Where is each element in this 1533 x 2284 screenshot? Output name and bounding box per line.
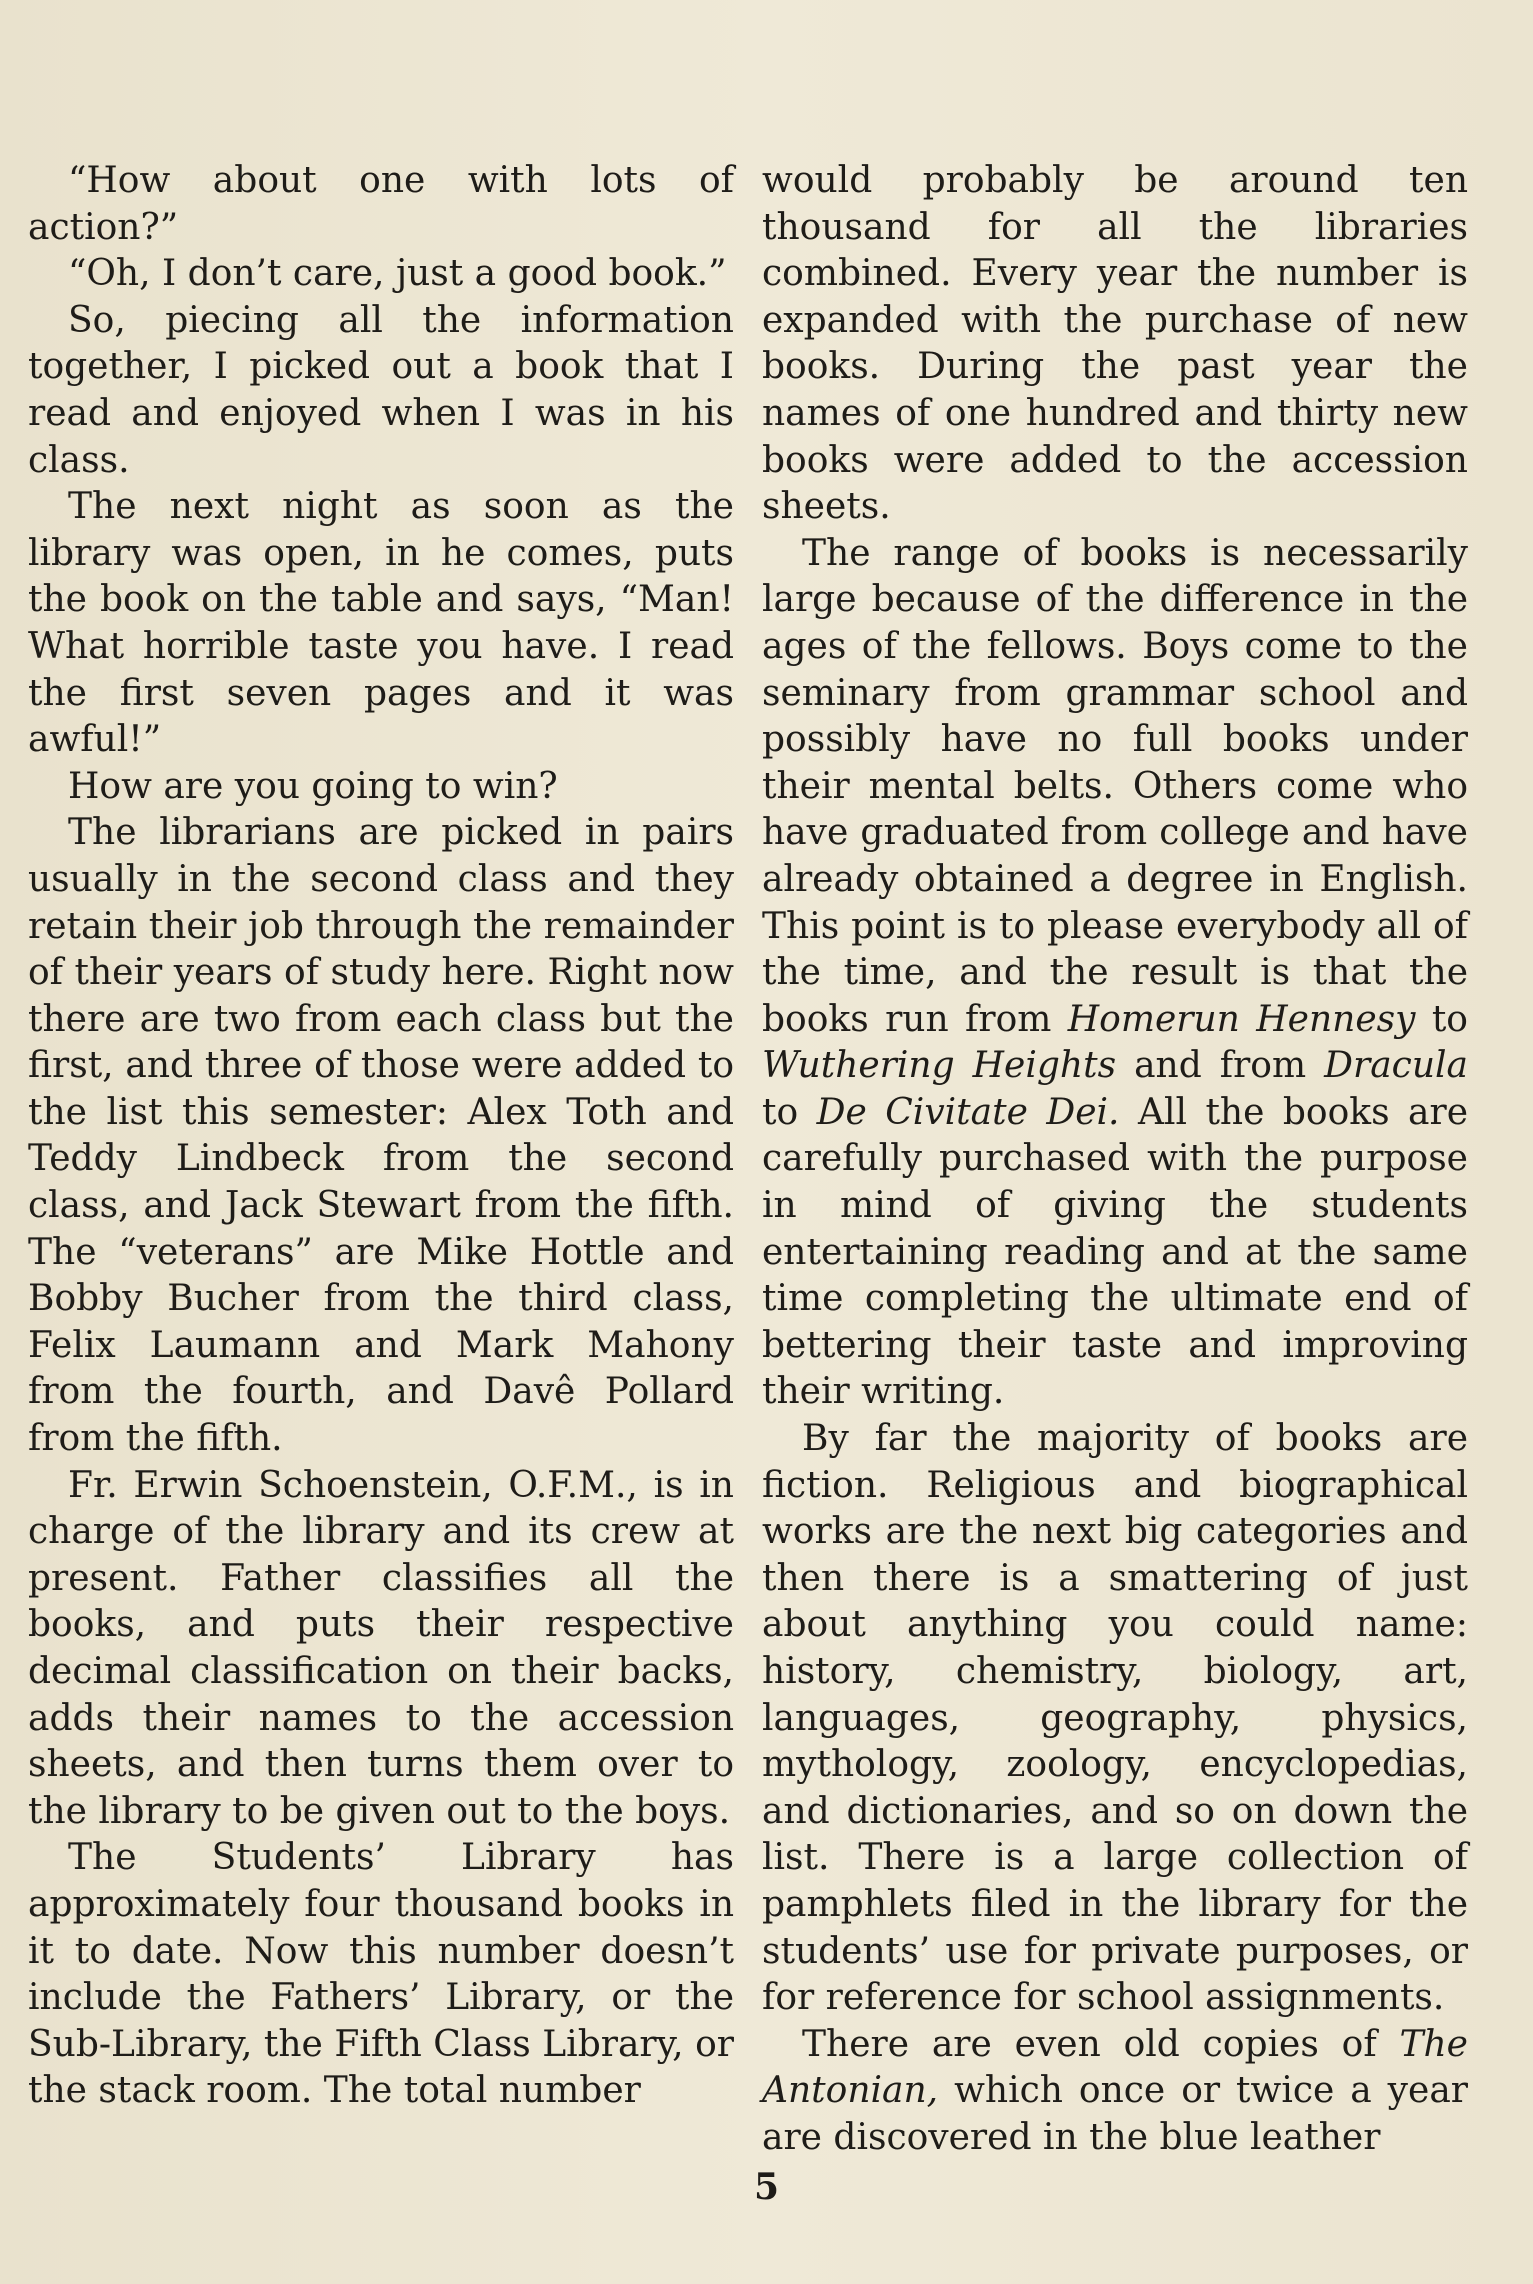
page-number: 5 [753, 2166, 780, 2208]
paragraph: By far the majority of books are fiction. Religious and biographical works are the next big categories and then there is a smattering of just about anything you could name: history, chemistry, biology, art, languages, geography, physics, mythology, zoology, encyclopedias, and dictionaries, and so on down the list. There is a large collection of pamphlets filed in the library for the students’ use for private purposes, or for reference for school assignments. [762, 1418, 1468, 2019]
text-span: which once or twice a year are discovered in the blue leather [762, 2070, 1468, 2158]
text-span: to [762, 1091, 817, 1133]
paragraph: How are you going to win? [68, 765, 558, 807]
book-title: De Civitate Dei. [816, 1091, 1120, 1133]
paragraph: The next night as soon as the library was open, in he comes, puts the book on the table and says, “Man! What horrible taste you have. I read the first seven pages and it was awful!” [28, 486, 734, 761]
paragraph: The Students’ Library has approximately four thousand books in it to date. Now this number doesn’t include the Fathers’ Library, or the Sub-Library, the Fifth Class Library, or the stack room. The total number [28, 1837, 734, 2112]
text-span: and from [1116, 1045, 1325, 1087]
publication-title: The Antonian, [762, 2023, 1468, 2112]
paragraph: So, piecing all the information together, I picked out a book that I read and enjoyed when I was in his class. [28, 299, 734, 481]
paragraph: would probably be around ten thousand for all the libraries combined. Every year the number is expanded with the purchase of new books. During the past year the names of one hundred and thirty new books were added to the accession sheets. [762, 160, 1468, 528]
paragraph: Fr. Erwin Schoenstein, O.F.M., is in charge of the library and its crew at present. Father classifies all the books, and puts their respective decimal classification on their backs, adds their names to the accession sheets, and then turns them over to the library to be given out to the boys. [28, 1464, 734, 1832]
paragraph: “How about one with lots of action?” [28, 160, 734, 248]
right-text-column [762, 158, 1468, 2162]
book-title: Wuthering Heights [762, 1045, 1117, 1087]
book-title: Homerun Hennesy [1067, 998, 1416, 1040]
text-span: There are even old copies of [802, 2023, 1400, 2065]
paragraph [762, 2022, 1468, 2162]
text-span: The range of books is necessarily large because of the difference in the ages of the fellows. Boys come to the seminary from grammar school and possibly have no full books under their mental belts. Others come who have graduated from college and have already obtained a degree in English. This point is to please everybody all of the time, and the result is that the books run from [762, 532, 1468, 1040]
paragraph: “Oh, I don’t care, just a good book.” [68, 253, 727, 295]
book-title: Dracula [1324, 1045, 1468, 1087]
text-span: All the books are carefully purchased with the purpose in mind of giving the students entertaining reading and at the same time completing the ultimate end of bettering their taste and improving their writing. [762, 1091, 1469, 1413]
left-text-column [28, 158, 734, 2115]
text-span: to [1415, 998, 1468, 1040]
paragraph: The librarians are picked in pairs usually in the second class and they retain their job through the remainder of their years of study here. Right now there are two from each class but the first, and three of those were added to the list this semester: Alex Toth and Teddy Lindbeck from the second class, and Jack Stewart from the fifth. The “veterans” are Mike Hottle and Bobby Bucher from the third class, Felix Laumann and Mark Mahony from the fourth, and Davê Pollard from the fifth. [28, 812, 734, 1460]
paragraph [762, 531, 1468, 1416]
